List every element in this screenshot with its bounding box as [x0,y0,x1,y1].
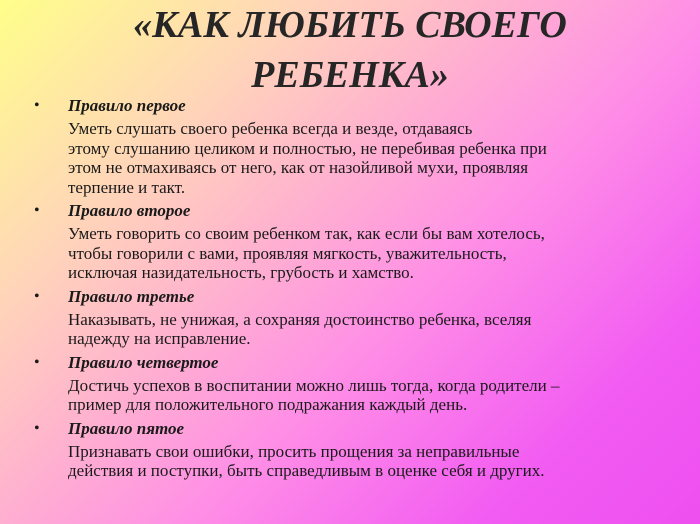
rule-text: Достичь успехов в воспитании можно лишь тогда, когда родители – пример для положительного подражания каждый день. [68,375,560,414]
rule-text: Признавать свои ошибки, просить прощения за неправильные действия и поступки, быть справедливым в оценке себя и других. [68,441,545,480]
bullet-icon: • [34,353,40,371]
rules-list [34,95,644,484]
rule-heading: Правило второе [68,201,191,220]
rule-heading: Правило первое [68,96,186,115]
rule-item-5 [34,418,644,481]
bullet-icon: • [34,287,40,305]
rule-item-1 [34,95,644,197]
rule-heading: Правило четвертое [68,352,219,372]
bullet-icon: • [34,202,40,219]
rule-text: Уметь слушать своего ребенка всегда и везде, отдаваясь этому слушанию целиком и полностью, не перебивая ребенка при этом не отмахиваясь от него, как от назойливой мухи, проявляя терпение и такт. [68,119,547,197]
rule-item-4 [34,352,644,415]
rule-item-3 [34,286,644,349]
rule-text: Уметь говорить со своим ребенком так, как если бы вам хотелось, чтобы говорили с вами, проявляя мягкость, уважительность, исключая назидательность, грубость и хамство. [68,224,545,282]
rule-heading: Правило пятое [68,418,185,438]
page-title [60,0,640,100]
rule-item-2 [34,200,644,283]
title-line-1: «КАК ЛЮБИТЬ СВОЕГО [133,4,567,46]
bullet-icon: • [34,97,40,114]
rule-heading: Правило третье [68,286,195,306]
bullet-icon: • [34,419,40,437]
title-line-2: РЕБЕНКА» [251,54,449,96]
rule-text: Наказывать, не унижая, а сохраняя достоинство ребенка, вселяя надежду на исправление. [68,309,532,348]
